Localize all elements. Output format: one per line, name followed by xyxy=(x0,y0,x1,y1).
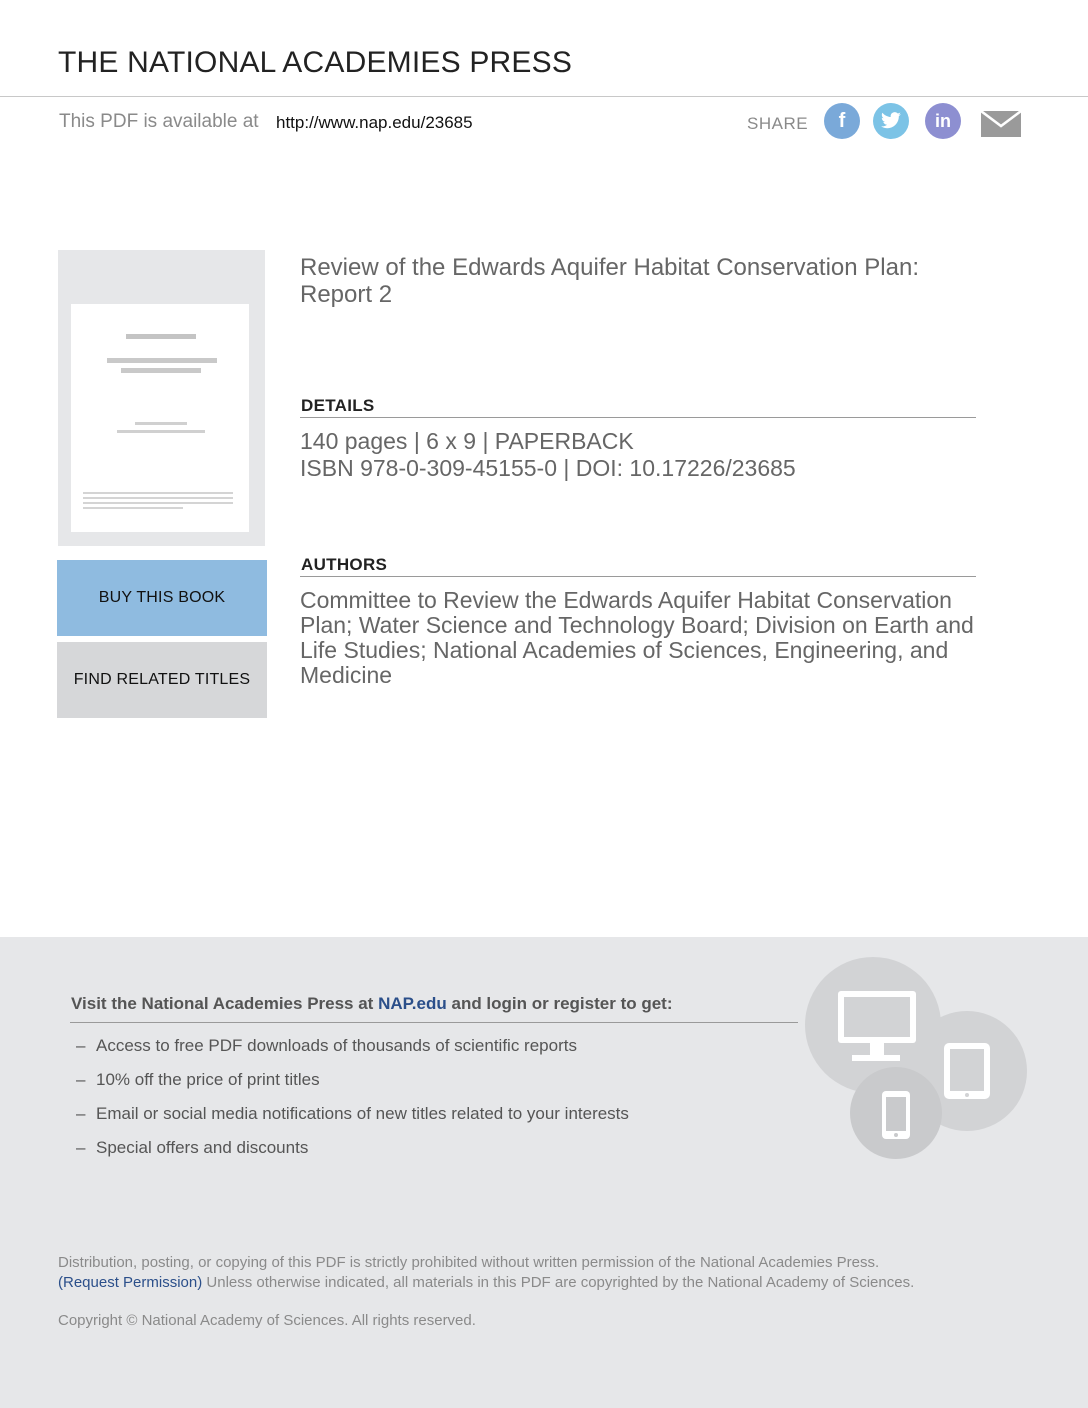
cover-subtitle-line xyxy=(135,422,187,425)
request-permission-link[interactable]: (Request Permission) xyxy=(58,1274,203,1291)
linkedin-glyph: in xyxy=(935,110,951,131)
cover-subtitle-line xyxy=(117,430,205,433)
benefit-text: Access to free PDF downloads of thousands of scientific reports xyxy=(96,1036,577,1055)
devices-illustration xyxy=(800,955,1040,1165)
availability-text: This PDF is available at xyxy=(59,111,259,132)
legal-notice: Distribution, posting, or copying of this PDF is strictly prohibited without written permission of the National Academies Press. xyxy=(58,1254,880,1271)
cover-footer-line xyxy=(83,507,183,509)
benefit-item xyxy=(76,1104,629,1124)
twitter-bird-icon xyxy=(880,112,902,130)
benefit-text: Email or social media notifications of new titles related to your interests xyxy=(96,1104,629,1123)
book-title: Review of the Edwards Aquifer Habitat Conservation Plan: Report 2 xyxy=(300,254,919,308)
email-icon[interactable] xyxy=(981,111,1021,137)
bullet-dash: – xyxy=(76,1104,86,1123)
twitter-icon[interactable] xyxy=(873,103,909,139)
authors-divider xyxy=(300,576,976,577)
cover-footer-line xyxy=(83,492,233,494)
visit-divider xyxy=(70,1022,798,1023)
facebook-glyph: f xyxy=(838,109,846,132)
cover-header-line xyxy=(126,334,196,339)
cover-title-line xyxy=(107,358,217,363)
bullet-dash: – xyxy=(76,1138,86,1157)
bullet-dash: – xyxy=(76,1036,86,1055)
pdf-url-link[interactable]: http://www.nap.edu/23685 xyxy=(276,113,473,132)
visit-nap-text xyxy=(71,994,673,1014)
authors-text: Committee to Review the Edwards Aquifer Habitat Conservation Plan; Water Science and Technology Board; Division on Earth and Life Studies; National Academies of Sciences, Engineering, and Medicine xyxy=(300,587,974,688)
benefit-item xyxy=(76,1036,577,1056)
authors-heading: AUTHORS xyxy=(301,555,388,574)
nap-edu-link[interactable]: NAP.edu xyxy=(378,994,447,1013)
copyright-text: Copyright © National Academy of Sciences. All rights reserved. xyxy=(58,1312,476,1329)
envelope-icon xyxy=(981,111,1021,137)
facebook-icon[interactable] xyxy=(824,103,860,139)
benefit-item xyxy=(76,1070,320,1090)
buy-book-button[interactable]: BUY THIS BOOK xyxy=(57,560,267,636)
cover-footer-line xyxy=(83,497,233,499)
book-cover-thumbnail[interactable] xyxy=(71,304,249,532)
brand-title: THE NATIONAL ACADEMIES PRESS xyxy=(58,46,573,79)
share-label: SHARE xyxy=(747,114,809,133)
bullet-dash: – xyxy=(76,1070,86,1089)
legal-notice-2 xyxy=(58,1274,914,1291)
details-heading: DETAILS xyxy=(301,396,375,415)
details-isbn-doi: ISBN 978-0-309-45155-0 | DOI: 10.17226/23685 xyxy=(300,455,796,481)
devices-icon xyxy=(800,955,1040,1165)
details-format: 140 pages | 6 x 9 | PAPERBACK xyxy=(300,428,634,454)
details-divider xyxy=(300,417,976,418)
legal-notice-rest: Unless otherwise indicated, all materials in this PDF are copyrighted by the National Academy of Sciences. xyxy=(206,1274,915,1291)
header-divider xyxy=(0,96,1088,97)
visit-prefix: Visit the National Academies Press at xyxy=(71,994,374,1013)
find-related-titles-button[interactable]: FIND RELATED TITLES xyxy=(57,642,267,718)
cover-title-line xyxy=(121,368,201,373)
linkedin-icon[interactable] xyxy=(925,103,961,139)
cover-footer-line xyxy=(83,502,233,504)
benefit-text: 10% off the price of print titles xyxy=(96,1070,320,1089)
benefit-text: Special offers and discounts xyxy=(96,1138,309,1157)
benefit-item xyxy=(76,1138,308,1158)
visit-suffix: and login or register to get: xyxy=(451,994,673,1013)
